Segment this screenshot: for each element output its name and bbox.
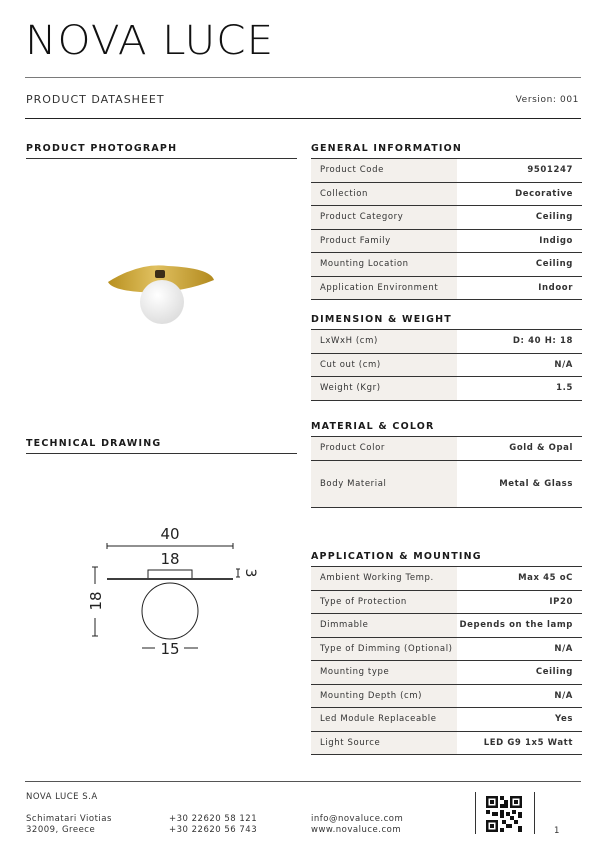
dim-canopy-width: 18 (160, 550, 180, 568)
document-title: PRODUCT DATASHEET (26, 93, 165, 106)
phone-2: +30 22620 56 743 (169, 825, 258, 835)
qr-code-icon[interactable] (486, 796, 522, 832)
table-row (311, 461, 582, 508)
row-label: Mounting Location (311, 253, 457, 276)
product-photo (100, 258, 220, 330)
table-row (311, 732, 582, 756)
table-row (311, 591, 582, 615)
row-value: LED G9 1x5 Watt (483, 737, 573, 748)
socket (155, 270, 165, 278)
row-label: Cut out (cm) (311, 354, 457, 377)
row-label: LxWxH (cm) (311, 330, 457, 353)
subheader-divider (25, 118, 581, 119)
address-line-2: 32009, Greece (26, 825, 96, 835)
website-link[interactable]: www.novaluce.com (311, 825, 402, 835)
page-number: 1 (554, 826, 560, 836)
row-value: 1.5 (556, 383, 573, 394)
table-row (311, 277, 582, 301)
table-row (311, 685, 582, 709)
row-value: Ceiling (535, 667, 573, 678)
version-label: Version: 001 (515, 95, 579, 105)
row-label: Product Code (311, 159, 457, 182)
table-row (311, 230, 582, 254)
dimension-weight-section (311, 314, 582, 401)
row-value: N/A (554, 690, 573, 701)
section-divider (26, 158, 297, 159)
row-value: N/A (554, 359, 573, 370)
material-color-table (311, 436, 582, 508)
dimension-weight-table (311, 329, 582, 401)
table-row (311, 661, 582, 685)
opal-globe (140, 280, 184, 324)
material-color-section (311, 421, 582, 508)
row-value: Gold & Opal (509, 443, 573, 454)
row-label: Product Color (311, 437, 457, 460)
contacts (311, 814, 403, 836)
header-divider (25, 77, 581, 78)
general-information-section (311, 143, 582, 300)
row-label: Led Module Replaceable (311, 708, 457, 731)
table-row (311, 708, 582, 732)
table-row (311, 354, 582, 378)
dim-total-width: 40 (160, 525, 180, 543)
technical-drawing-section (26, 438, 297, 454)
technical-drawing (80, 515, 280, 665)
row-label: Type of Protection (311, 591, 457, 614)
row-label: Type of Dimming (Optional) (311, 638, 457, 661)
dim-canopy-height: 3 (242, 568, 258, 578)
row-value: Depends on the lamp (459, 620, 573, 631)
dim-globe-diameter: 15 (160, 640, 180, 658)
globe-outline (142, 583, 198, 639)
row-label: Product Category (311, 206, 457, 229)
table-row (311, 638, 582, 662)
brand-logo: NOVA LUCE (25, 18, 275, 64)
row-label: Ambient Working Temp. (311, 567, 457, 590)
phone-1: +30 22620 58 121 (169, 814, 258, 824)
dim-total-height: 18 (87, 591, 105, 611)
row-label: Dimmable (311, 614, 457, 637)
technical-drawing-title: TECHNICAL DRAWING (26, 438, 162, 449)
application-mounting-table (311, 566, 582, 755)
row-value: D: 40 H: 18 (512, 336, 573, 347)
row-value: IP20 (549, 596, 573, 607)
row-value: Ceiling (535, 212, 573, 223)
table-row (311, 159, 582, 183)
table-row (311, 206, 582, 230)
table-row (311, 437, 582, 461)
table-row (311, 567, 582, 591)
section-title: MATERIAL & COLOR (311, 421, 435, 432)
section-title: GENERAL INFORMATION (311, 143, 463, 154)
row-label: Mounting Depth (cm) (311, 685, 457, 708)
address-line-1: Schimatari Viotias (26, 814, 112, 824)
general-information-table (311, 158, 582, 300)
row-value: Indoor (538, 282, 573, 293)
address (26, 814, 112, 836)
row-label: Collection (311, 183, 457, 206)
row-value: Indigo (539, 235, 573, 246)
footer-divider (25, 781, 581, 782)
table-row (311, 253, 582, 277)
table-row (311, 183, 582, 207)
section-divider (26, 453, 297, 454)
row-value: Decorative (515, 188, 573, 199)
row-value: N/A (554, 643, 573, 654)
row-label: Body Material (311, 461, 457, 507)
section-title: DIMENSION & WEIGHT (311, 314, 452, 325)
company-name: NOVA LUCE S.A (26, 792, 98, 802)
row-value: Ceiling (535, 259, 573, 270)
table-row (311, 377, 582, 401)
application-mounting-section (311, 551, 582, 755)
row-value: 9501247 (527, 165, 573, 176)
phones (169, 814, 257, 836)
email-link[interactable]: info@novaluce.com (311, 814, 404, 824)
row-label: Weight (Kgr) (311, 377, 457, 400)
product-photograph-title: PRODUCT PHOTOGRAPH (26, 143, 178, 154)
section-title: APPLICATION & MOUNTING (311, 551, 482, 562)
table-row (311, 330, 582, 354)
product-photograph-section (26, 143, 297, 159)
canopy-outline (148, 570, 192, 578)
row-value: Metal & Glass (499, 478, 573, 489)
row-label: Light Source (311, 732, 457, 755)
row-value: Yes (555, 714, 573, 725)
row-label: Application Environment (311, 277, 457, 300)
table-row (311, 614, 582, 638)
row-value: Max 45 oC (518, 573, 573, 584)
row-label: Mounting type (311, 661, 457, 684)
row-label: Product Family (311, 230, 457, 253)
